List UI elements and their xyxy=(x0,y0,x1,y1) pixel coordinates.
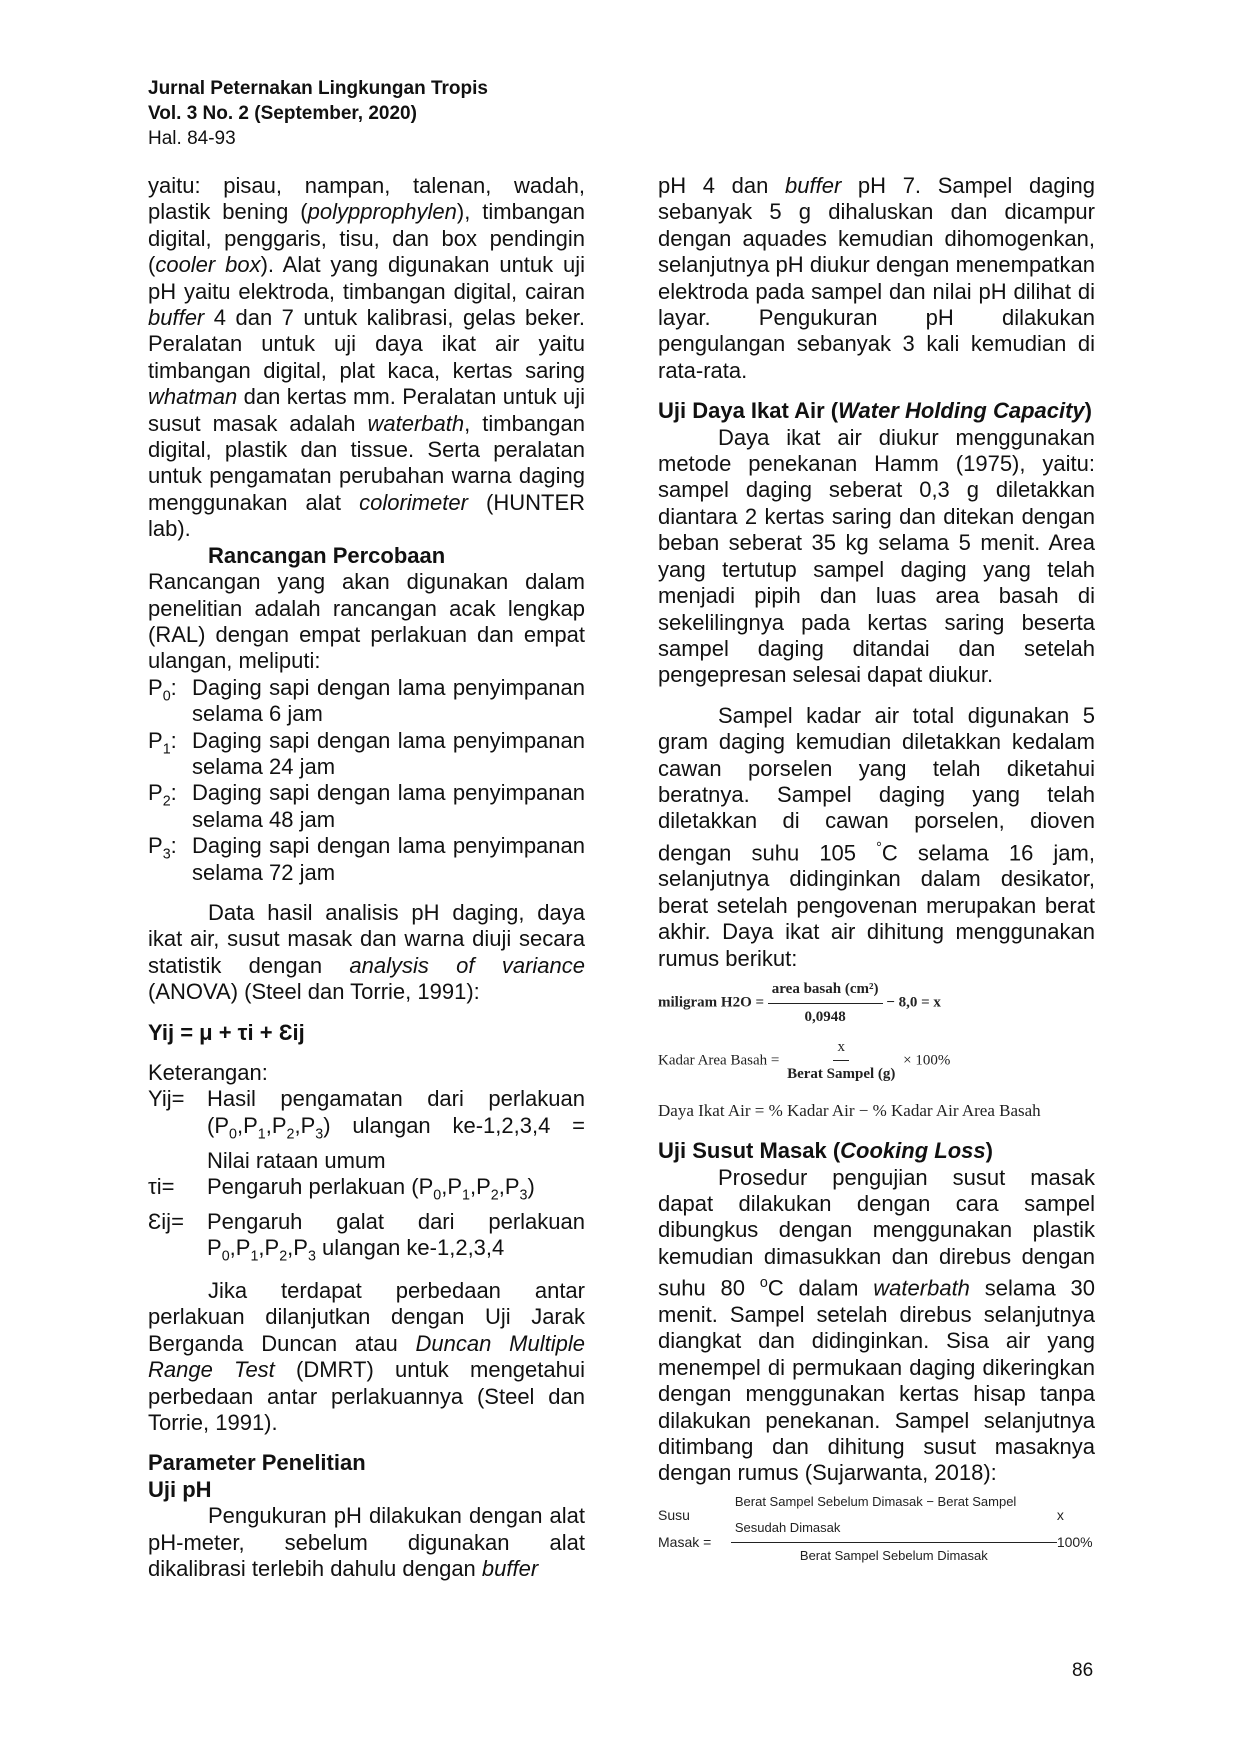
ph-heading: Uji pH xyxy=(148,1476,212,1502)
rancangan-paragraph: Rancangan yang akan digunakan dalam penelitian adalah rancangan acak lengkap (RAL) dengan empat perlakuan dan empat ulangan, meliputi: xyxy=(148,569,585,674)
rancangan-heading: Rancangan Percobaan xyxy=(208,542,446,568)
page-number: 86 xyxy=(1072,1660,1094,1681)
journal-pages: Hal. 84-93 xyxy=(148,128,236,149)
anova-paragraph: Data hasil analisis pH daging, daya ikat air, susut masak dan warna diuji secara statistik dengan analysis of variance (ANOVA) (Steel dan Torrie, 1991): xyxy=(148,899,585,1005)
right-column xyxy=(658,173,1095,1569)
formula-daya-ikat-air: Daya Ikat Air = % Kadar Air − % Kadar Air Area Basah xyxy=(658,1100,1041,1120)
keterangan-label: Keterangan: xyxy=(148,1060,268,1085)
left-column xyxy=(148,173,585,1582)
equipment-paragraph: yaitu: pisau, nampan, talenan, wadah, plastik bening (polypprophylen), timbangan digital, penggaris, tisu, dan box pendingin (cooler box). Alat yang digunakan untuk uji pH yaitu elektroda, timbangan digital, cairan buffer 4 dan 7 untuk kalibrasi, gelas beker. Peralatan untuk uji daya ikat air yaitu timbangan digital, plat kaca, kertas saring whatman dan kertas mm. Peralatan untuk uji susut masak adalah waterbath, timbangan digital, plastik dan tissue. Serta peralatan untuk pengamatan perubahan warna daging menggunakan alat colorimeter (HUNTER lab). xyxy=(148,173,586,542)
ket-yij: Yij= Hasil pengamatan dari perlakuan $(P_0,P_1,P_2,P_3)$ ulangan ke-1,2,3,4 = Nilai rataan umum xyxy=(148,1086,585,1173)
journal-volume: Vol. 3 No. 2 (September, 2020) xyxy=(148,103,417,124)
journal-title: Jurnal Peternakan Lingkungan Tropis xyxy=(148,78,488,99)
model-equation: Yij = μ + τi + Ɛij xyxy=(148,1019,305,1045)
ph-paragraph: Pengukuran pH dilakukan dengan alat pH-meter, sebelum digunakan alat dikalibrasi terlebih dahulu dengan buffer xyxy=(148,1503,585,1582)
formula-miligram-h2o: miligram H2O = $\frac{\text{area basah (cm²)}}{0,0948}$ − 8,0 = x xyxy=(658,976,1095,1030)
formula-susut-masak: Susu Masak = $\frac{\text{Berat Sampel Sebelum Dimasak − Berat Sampel Sesudah Dimasak}}{\text{Berat Sampel Sebelum Dimasak}}$ x 100% xyxy=(658,1489,1095,1569)
treatment-item: $P_0$: Daging sapi dengan lama penyimpanan selama 6 jam xyxy=(148,674,585,727)
ket-eij: Ɛij= Pengaruh galat dari perlakuan $P_0,P_1,P_2,P_3$ ulangan ke-1,2,3,4 xyxy=(148,1208,585,1265)
parameter-heading: Parameter Penelitian xyxy=(148,1450,366,1476)
ph-continued-paragraph: pH 4 dan buffer pH 7. Sampel daging sebanyak 5 g dihaluskan dan dicampur dengan aquades kemudian dihomogenkan, selanjutnya pH diukur dengan menempatkan elektroda pada sampel dan nilai pH dilihat di layar. Pengukuran pH dilakukan pengulangan sebanyak 3 kali kemudian di rata-rata. xyxy=(658,173,1096,383)
treatment-item: $P_1$: Daging sapi dengan lama penyimpanan selama 24 jam xyxy=(148,727,585,779)
cooking-loss-paragraph: Prosedur pengujian susut masak dapat dilakukan dengan cara sampel dibungkus dengan menggunakan plastik kemudian dimasukkan dan direbus dengan suhu 80 $^o$C dalam waterbath selama 30 menit. Sampel setelah direbus selanjutnya diangkat dan didinginkan. Sisa air yang menempel di permukaan daging dikeringkan dengan menggunakan kertas hisap tanpa dilakukan penekanan. Sampel selanjutnya ditimbang dan dihitung susut masaknya dengan rumus (Sujarwanta, 2018): xyxy=(658,1164,1095,1486)
treatment-item: $P_2$: Daging sapi dengan lama penyimpanan selama 48 jam xyxy=(148,780,585,832)
running-header xyxy=(148,76,488,151)
treatment-item: $P_3$: Daging sapi dengan lama penyimpanan selama 72 jam xyxy=(148,833,585,885)
ket-ti: τi= Pengaruh perlakuan $(P_0,P_1,P_2,P_3)$ xyxy=(148,1174,535,1204)
whc-paragraph: Daya ikat air diukur menggunakan metode penekanan Hamm (1975), yaitu: sampel daging seberat 0,3 g diletakkan diantara 2 kertas saring dan ditekan dengan beban seberat 35 kg selama 5 menit. Area yang tertutup sampel daging yang telah menjadi pipih dan luas area basah di sekelilingnya pada kertas saring beserta sampel daging ditandai dan setelah pengepresan selesai dapat diukur. xyxy=(658,424,1095,688)
treatment-list xyxy=(148,675,585,886)
dmrt-paragraph: Jika terdapat perbedaan antar perlakuan dilanjutkan dengan Uji Jarak Berganda Duncan atau Duncan Multiple Range Test (DMRT) untuk mengetahui perbedaan antar perlakuannya (Steel dan Torrie, 1991). xyxy=(148,1278,585,1436)
cooking-loss-heading: Uji Susut Masak (Cooking Loss) xyxy=(658,1138,993,1164)
kadar-air-paragraph: Sampel kadar air total digunakan 5 gram daging kemudian diletakkan kedalam cawan porselen yang telah diketahui beratnya. Sampel daging yang telah diletakkan di cawan porselen, dioven dengan suhu 105 °C selama 16 jam, selanjutnya didinginkan dalam desikator, berat setelah pengovenan merupakan berat akhir. Daya ikat air dihitung menggunakan rumus berikut: xyxy=(658,702,1095,971)
whc-heading: Uji Daya Ikat Air (Water Holding Capacity) xyxy=(658,398,1092,424)
formula-kadar-area-basah: Kadar Area Basah = $\frac{x}{\text{Berat Sampel (g)}}$ × 100% xyxy=(658,1034,1095,1088)
